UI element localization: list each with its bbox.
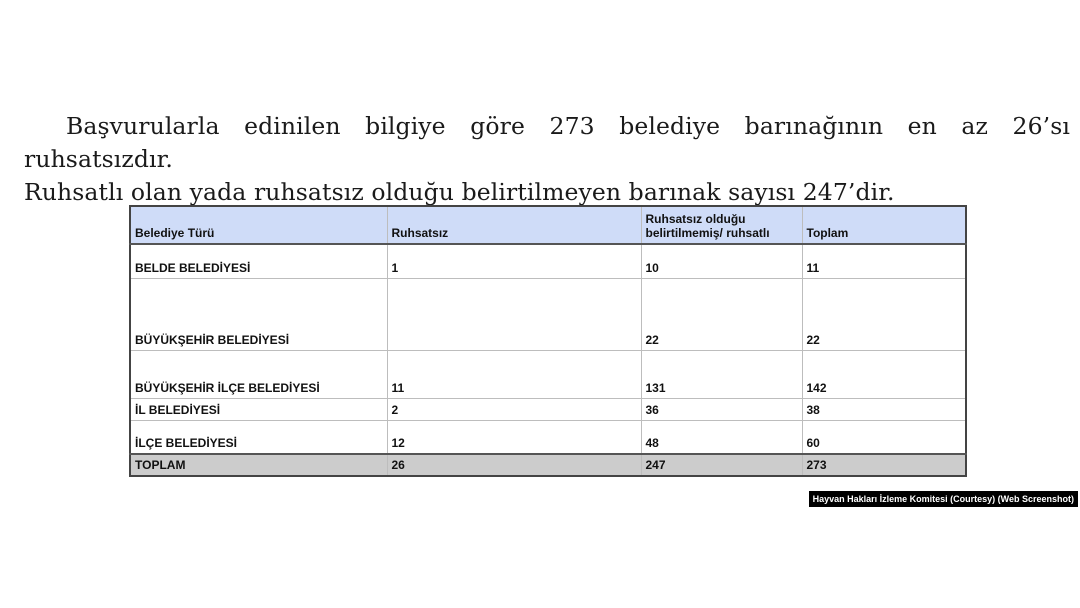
- cell-toplam: 38: [802, 398, 966, 420]
- cell-ruhsatsiz: 2: [387, 398, 641, 420]
- header-ruhsatsiz: Ruhsatsız: [387, 206, 641, 244]
- cell-belirtilmemis: 22: [641, 278, 802, 350]
- total-ruhsatsiz: 26: [387, 454, 641, 476]
- cell-belirtilmemis: 131: [641, 350, 802, 398]
- paragraph-line-1: Başvurularla edinilen bilgiye göre 273 belediye barınağının en az 26’sı ruhsatsızdır.: [24, 112, 1070, 173]
- header-belirtilmemis: Ruhsatsız olduğu belirtilmemiş/ ruhsatlı: [641, 206, 802, 244]
- cell-belirtilmemis: 48: [641, 420, 802, 454]
- table-row: [130, 420, 966, 454]
- cell-type: BELDE BELEDİYESİ: [130, 244, 387, 278]
- cell-toplam: 11: [802, 244, 966, 278]
- table-row: [130, 398, 966, 420]
- cell-ruhsatsiz: 1: [387, 244, 641, 278]
- cell-type: BÜYÜKŞEHİR İLÇE BELEDİYESİ: [130, 350, 387, 398]
- total-toplam: 273: [802, 454, 966, 476]
- table-row: [130, 244, 966, 278]
- table-row: [130, 350, 966, 398]
- cell-toplam: 22: [802, 278, 966, 350]
- header-toplam: Toplam: [802, 206, 966, 244]
- cell-type: BÜYÜKŞEHİR BELEDİYESİ: [130, 278, 387, 350]
- total-belirtilmemis: 247: [641, 454, 802, 476]
- cell-type: İL BELEDİYESİ: [130, 398, 387, 420]
- cell-belirtilmemis: 36: [641, 398, 802, 420]
- shelter-table: [129, 205, 967, 477]
- cell-ruhsatsiz: 11: [387, 350, 641, 398]
- cell-toplam: 142: [802, 350, 966, 398]
- cell-ruhsatsiz: [387, 278, 641, 350]
- cell-toplam: 60: [802, 420, 966, 454]
- cell-belirtilmemis: 10: [641, 244, 802, 278]
- total-label: TOPLAM: [130, 454, 387, 476]
- table-header-row: [130, 206, 966, 244]
- photo-credit-caption: Hayvan Hakları İzleme Komitesi (Courtesy) (Web Screenshot): [809, 491, 1078, 507]
- body-paragraph: [24, 110, 1070, 209]
- cell-ruhsatsiz: 12: [387, 420, 641, 454]
- header-belediye-turu: Belediye Türü: [130, 206, 387, 244]
- cell-type: İLÇE BELEDİYESİ: [130, 420, 387, 454]
- table-row: [130, 278, 966, 350]
- paragraph-line-2: Ruhsatlı olan yada ruhsatsız olduğu belirtilmeyen barınak sayısı 247’dir.: [24, 178, 895, 206]
- table-total-row: [130, 454, 966, 476]
